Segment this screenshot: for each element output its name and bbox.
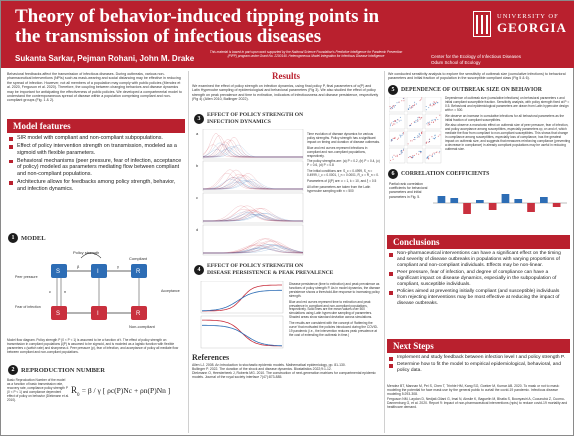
column-divider (384, 71, 385, 433)
fig5-scatter-point (401, 100, 402, 101)
fig5-scatter-point (430, 104, 431, 105)
results-heading: Results (271, 71, 300, 81)
fig5-scatter-point (428, 123, 429, 124)
model-features-heading: Model features (7, 119, 185, 133)
fig5-scatter-point (401, 120, 402, 121)
conclusion-item: Non-pharmaceutical interventions can have a significant effect on the timing and severity of disease outbreaks in populations with varying proportions of compliant and non-compliant individuals. Effects may be non-linear. (389, 251, 569, 269)
section-number: 1 (8, 233, 18, 243)
r0-equation (71, 385, 185, 415)
fig5-scatter-point (439, 152, 440, 153)
policy-label: Policy strength (73, 250, 100, 255)
fig6-bar (514, 199, 522, 203)
fig3-panel-label: c (196, 195, 198, 200)
fig5-scatter-point (420, 99, 421, 100)
fig5-scatter-point (391, 139, 392, 140)
fig5-scatter-point (429, 155, 430, 156)
references-continued (387, 384, 570, 410)
model-caption: Model flow diagram. Policy strength P (0 < P < 1) is assumed to be a function of t. The effect of policy strength on transmission in compliant populations β(P) is assumed to be sigmoid, and is modeled as a logistic function with flexible parameters c (switch rate) and sharpness d. Peer pressure (p), fear of infection, and acceptance of policy all mediate flow between compliant and non-compliant populations. (7, 338, 179, 354)
fig5-scatter-point (411, 107, 412, 108)
fig3-panel (203, 129, 303, 159)
reference-item: Diekmann O, Heesterbeek J, Roberts MG. 2010. The construction of next-generation matrices for compartmental epidemic models. Journal of the royal society interface 7(47):873-885. (192, 371, 376, 380)
fig5-scatter-point (426, 106, 427, 107)
fig5-scatter-point (429, 139, 430, 140)
fig5-scatter-point (435, 120, 436, 121)
fig5-scatter-point (413, 139, 414, 140)
i-label: I (97, 269, 99, 275)
fig6-bar (489, 203, 497, 210)
arch-icon (473, 11, 491, 37)
title-line-1: Theory of behavior-induced tipping points in (15, 6, 380, 27)
fig5-scatter-point (421, 133, 422, 134)
fig5-scatter-point (392, 125, 393, 126)
c-label: c (49, 289, 51, 294)
fig5-scatter-point (397, 139, 398, 140)
fig6-bar (527, 203, 535, 212)
fig5-scatter-point (433, 104, 434, 105)
fig5-scatter-point (397, 156, 398, 157)
fig5-text (445, 97, 571, 152)
fig3-infection-panels (195, 129, 305, 257)
model-subheading (8, 233, 46, 243)
fig5-scatter-point (428, 142, 429, 143)
fig5-scatter-point (414, 137, 415, 138)
fig5-scatter-point (412, 155, 413, 156)
fig5-scatter-point (434, 138, 435, 139)
fig5-scatter-point (410, 125, 411, 126)
fig5-scatter-point (409, 107, 410, 108)
fig4-title (207, 263, 333, 276)
fig5-scatter-point (401, 151, 402, 152)
fig5-scatter-point (434, 119, 435, 120)
fig5-title: DEPENDENCE OF OUTBREAK SIZE ON BEHAVIOR (401, 87, 542, 93)
university-big: GEORGIA (497, 20, 567, 35)
fig5-scatter-point (439, 115, 440, 116)
model-title: MODEL (21, 234, 46, 242)
fig5-scatter-point (394, 155, 395, 156)
fig5-scatter-point (426, 109, 427, 110)
i-label: I (97, 311, 99, 317)
fig5-scatter-point (426, 142, 427, 143)
fig5-scatter-point (416, 104, 417, 105)
fig5-scatter-point (434, 104, 435, 105)
fear-label: Fear of infection (15, 305, 41, 309)
section-number: 5 (388, 85, 398, 95)
university-small: UNIVERSITY OF (497, 13, 559, 20)
fig5-scatter-point (400, 135, 401, 136)
fig5-scatter-point (397, 102, 398, 103)
fig5-scatter-point (408, 157, 409, 158)
fig5-scatter-point (413, 105, 414, 106)
center-line-1: Center for the Ecology of Infectious Diseases (431, 54, 522, 59)
next-steps-heading: Next Steps (387, 339, 570, 353)
fig5-scatter-point (429, 122, 430, 123)
fig5-scatter-point (432, 156, 433, 157)
fig5-scatter-point (415, 122, 416, 123)
fig5-scatter-point (419, 134, 420, 135)
fig3-note: Blue and red curves represent infections in compliant and non-compliant populations, respectively. (307, 145, 368, 158)
fig3-panel-label: d (196, 227, 199, 232)
fig5-scatter-point (421, 132, 422, 133)
reference-item: Allen LJ. 2008. An introduction to stochastic epidemic models. Mathematical epidemiology, pp. 81-130. (192, 363, 346, 367)
fig4-title-line-2: DISEASE PERSISTENCE & PEAK PREVALENCE (207, 269, 334, 276)
fig5-scatter-point (399, 102, 400, 103)
fig5-scatter-point (410, 156, 411, 157)
authors: Sukanta Sarkar, Pejman Rohani, John M. Drake (15, 54, 195, 63)
fig5-scatter-point (397, 119, 398, 120)
fig5-scatter-point (392, 108, 393, 109)
fig5-scatter-point (394, 124, 395, 125)
fig5-scatter-point (416, 153, 417, 154)
fig5-scatter-point (414, 139, 415, 140)
fig3-note: The initial conditions are: S_c = 0.4999, S_n = 0.4999, I_c = 0.0001, I_n = 0.0001, R_c = R_n = 0. (307, 169, 379, 178)
fig6-bar (553, 203, 561, 207)
fig6-title: CORRELATION COEFFICIENTS (401, 171, 490, 177)
fig5-scatter-point (432, 154, 433, 155)
fig3-panel-label: b (196, 163, 199, 168)
fig5-scatter-point (401, 150, 402, 151)
fig5-scatter-point (417, 137, 418, 138)
fig6-bar (476, 200, 484, 203)
next-step-item: Determine how to fit the model to empirical epidemiological, behavioral, and policy data. (389, 362, 569, 374)
fig5-scatter-point (426, 143, 427, 144)
fig5-scatter-point (420, 119, 421, 120)
fig5-scatter-point (416, 120, 417, 121)
fig5-scatter-point (402, 135, 403, 136)
fig5-scatter-point (436, 152, 437, 153)
fig5-scatter-point (395, 156, 396, 157)
fig5-scatter-point (391, 141, 392, 142)
fig5-scatter-point (393, 159, 394, 160)
results-intro: We examined the effect of policy strength on infection dynamics, using final policy P, final parameters of α(P) and Latin Hypercube sampling of epidemiological and behavioral parameters (Fig 3). We also studied the effect of policy strength on peak prevalence and time to extinction, indicators of infectiousness and disease persistence, respectively (Fig 4) (Allen 2010, Ballinger 2022). (192, 84, 379, 102)
fig5-scatter-point (395, 137, 396, 138)
fig6-caption: Partial rank correlation coefficients for behavioral parameters and initial parameters in Fig. 5. (389, 182, 428, 199)
i-compliant-box (91, 264, 107, 278)
fig3-subheading (194, 112, 364, 125)
r-label: R (136, 269, 141, 275)
section-number: 4 (194, 265, 204, 275)
fig4-panel (201, 281, 283, 313)
fig5-scatter-panel (425, 114, 441, 129)
fig5-scatter-point (400, 137, 401, 138)
fig5-scatter-point (403, 132, 404, 133)
n-label: n (64, 289, 67, 294)
next-steps-list (389, 355, 569, 376)
fig5-scatter-point (392, 157, 393, 158)
conclusion-item: Policies aimed at preventing initially compliant (and susceptible) individuals from rejecting interventions may be most effective at reducing the impact of disease outbreaks. (389, 289, 569, 307)
fig5-scatter-point (399, 135, 400, 136)
fig4-panel (201, 316, 283, 348)
reference-item: Ferguson NM, Laydon D, Nedjati-Gilani G, Imai N, Ainslie K, Baguelin M, Bhatia S, Boonyasiri A, Cucunubá Z, Cuomo-Dannenburg G, et al. 2020. Report 9: Impact of non-pharmaceutical interventions (npis) to reduce covid-19 mortality and healthcare demand. (387, 397, 568, 410)
fig5-scatter-point (420, 100, 421, 101)
poster-header (1, 1, 574, 68)
conclusions-heading: Conclusions (387, 235, 570, 249)
fig5-scatter-point (427, 158, 428, 159)
fig3-title (207, 112, 303, 125)
fig5-scatter-point (433, 103, 434, 104)
fig5-scatter-point (437, 119, 438, 120)
gamma-label: γ (117, 264, 119, 269)
fig5-scatter-point (430, 105, 431, 106)
fig5-scatter-point (419, 117, 420, 118)
fig5-scatter-point (403, 150, 404, 151)
fig5-scatter-point (436, 102, 437, 103)
noncompliant-label: Non-compliant (129, 324, 155, 329)
fig5-scatter-point (397, 122, 398, 123)
fig6-bar (438, 196, 446, 203)
fig5-scatter-point (408, 108, 409, 109)
fig5-scatter-point (391, 107, 392, 108)
fig5-scatter-point (395, 105, 396, 106)
fig5-scatter-point (400, 117, 401, 118)
r0-title: REPRODUCTION NUMBER (21, 366, 105, 374)
title-line-2: the transmission of infectious diseases (15, 26, 322, 47)
model-feature-item: Architecture allows for feedbacks among policy strength, behavior, and infection dynamics. (9, 179, 184, 192)
fig5-paragraph: We observe an increase in cumulative infections for all behavioral parameters as the initial fraction of compliant susceptibles. (445, 113, 565, 122)
fig5-scatter-point (412, 107, 413, 108)
fig5-scatter-point (403, 100, 404, 101)
fig5-scatter-point (392, 107, 393, 108)
fig5-scatter-point (429, 124, 430, 125)
fig5-scatter-panel (425, 148, 441, 163)
fig5-scatter-point (421, 98, 422, 99)
fig3-note: Time evolution of disease dynamics for various policy strengths. Policy strength has a significant impact on timing and duration of disease outbreaks. (307, 132, 381, 144)
fig5-scatter-point (394, 107, 395, 108)
model-feature-item: SIR model with compliant and non-compliant subpopulations. (9, 135, 184, 142)
section-number: 6 (388, 169, 398, 179)
fig5-scatter-point (411, 123, 412, 124)
fig4-notes (289, 283, 381, 338)
fig5-scatter-point (440, 134, 441, 135)
peer-label: Peer pressure (15, 275, 38, 279)
fig6-subheading (388, 169, 489, 179)
model-flow-diagram (11, 246, 185, 336)
fig5-scatter-point (393, 121, 394, 122)
center-affiliation (431, 54, 571, 65)
fig5-scatter-point (393, 138, 394, 139)
fig5-scatter-panel (425, 97, 441, 112)
fig4-subheading (194, 263, 379, 276)
fig5-scatter-point (419, 151, 420, 152)
fig5-scatter-point (395, 121, 396, 122)
r0-formula: = β / γ [ ρc(P)Nc + ρn(P)Nn ] (81, 386, 171, 395)
fig5-scatter-point (398, 138, 399, 139)
fig3-note: All other parameters are taken from the Latin hypercube sampling with n = 500 (307, 184, 371, 193)
fig5-scatter-point (417, 119, 418, 120)
fig4-persistence-plots (195, 281, 285, 351)
fig5-scatter-point (434, 153, 435, 154)
fig5-scatter-point (403, 149, 404, 150)
model-feature-item: Effect of policy intervention strength on transmission, modeled as a sigmoid with flexible parameters. (9, 143, 184, 156)
fig3-title-line-2: INFECTION DYNAMICS (207, 118, 271, 125)
fig5-paragraph: We also observe a monotonic effect on outbreak size of peer pressure, fear of infection, and policy acceptance among susceptibles, especially parameters εp, εn and εf, which mediate the flow from compliant to non-compliant susceptibles. This shows that change in compliance among susceptibles, especially loss of compliance, has the greatest impact on outbreak size, and suggests that measures reinforcing compliance (preventing a decrease in compliance) in already compliant populations may be useful in reducing outbreak size. (445, 123, 571, 151)
fig5-scatter-grid (389, 97, 443, 167)
fig5-scatter-point (394, 138, 395, 139)
beta-label: β (77, 264, 80, 269)
conclusion-item: Peer pressure, fear of infection, and degree of compliance can have a significant impact on disease dynamics, especially in the subpopulation of compliant, susceptible individuals. (389, 270, 569, 288)
fig5-scatter-panel (407, 131, 423, 146)
fig3-note: The policy strengths are: (a) P = 0.2, (b) P = 0.4, (c) P = 0.6, (d) P = 0.8 (307, 159, 380, 168)
fig5-scatter-point (421, 151, 422, 152)
fig5-scatter-point (413, 156, 414, 157)
fig5-scatter-point (428, 122, 429, 123)
reference-item: Mendez BT, Mannan M, Pei S, Chen T, Trinhle HM, Kang SG, Goeker M, Kumar AB. 2020. To mask or not to mask: modeling the potential for face mask use by the general public to curtail the covid-19 pandemic. Infectious disease modeling 5:293-308. (387, 384, 560, 397)
fig5-scatter-point (408, 109, 409, 110)
fig3-panel (203, 193, 303, 223)
fig5-scatter-point (411, 106, 412, 107)
fig5-scatter-point (414, 104, 415, 105)
r0-subheading (8, 365, 105, 375)
fig5-scatter-point (433, 122, 434, 123)
fig3-note: Parameters of β(P) are: c = 1, k = 10, and ξ = 0.5 (307, 179, 377, 184)
fig6-bar (540, 197, 548, 203)
section-number: 3 (194, 114, 204, 124)
fig5-scatter-point (419, 137, 420, 138)
fig5-scatter-point (402, 133, 403, 134)
fig5-scatter-point (428, 125, 429, 126)
fig5-scatter-point (390, 160, 391, 161)
r0-subscript: 0 (77, 392, 80, 398)
fig5-scatter-point (399, 154, 400, 155)
fig5-scatter-point (434, 101, 435, 102)
fig5-scatter-point (436, 117, 437, 118)
fig5-scatter-point (417, 135, 418, 136)
fig5-scatter-point (429, 141, 430, 142)
model-features-list (9, 135, 184, 194)
fig5-scatter-panel (389, 114, 405, 129)
fig5-scatter-point (401, 153, 402, 154)
compliant-label: Compliant (129, 256, 148, 261)
fig6-bar (463, 203, 471, 214)
fig5-scatter-point (432, 105, 433, 106)
fig5-scatter-point (397, 155, 398, 156)
fig5-scatter-point (426, 123, 427, 124)
fig5-scatter-point (418, 154, 419, 155)
fig5-scatter-point (435, 119, 436, 120)
i-noncompliant-box (91, 306, 107, 320)
fig5-scatter-point (437, 102, 438, 103)
s-label: S (56, 311, 61, 317)
fig3-panel (203, 161, 303, 191)
fig5-scatter-point (434, 135, 435, 136)
fig5-scatter-point (432, 120, 433, 121)
r-label: R (136, 311, 141, 317)
fig4-note: Disease persistence (time to extinction) and peak prevalence as functions of policy strength P. As in model dynamics, the disease persistence shows a threshold-like response to increasing policy strength. (289, 282, 381, 298)
fig5-scatter-point (420, 135, 421, 136)
fig5-scatter-point (433, 138, 434, 139)
column-divider (188, 71, 189, 433)
fig6-bar (502, 194, 510, 203)
fig5-scatter-point (412, 140, 413, 141)
fig5-scatter-panel (407, 148, 423, 163)
fig5-paragraph: Dependence of outbreak size (cumulative infections) on behavioral parameters ε and initial compliant susceptible fraction. Sensitivity analysis, with policy strength fixed at P = 0.5. Behavioral and epidemiological parameters are drawn from Latin hypercube design with n = 500. (445, 96, 570, 112)
fig5-scatter-point (390, 125, 391, 126)
fig5-scatter-point (428, 107, 429, 108)
r0-caption: Basic Reproduction Number of the model as a function of basic transmission rate, recovery rate, compliance policy strength P (0 < P < 1) and compliance dependent effect of policy on behavior (Diekmann et al. 2010). (7, 378, 69, 402)
fig5-scatter-point (414, 155, 415, 156)
fig5-scatter-point (431, 122, 432, 123)
fig5-scatter-point (391, 108, 392, 109)
fig5-scatter-point (435, 137, 436, 138)
fig5-scatter-point (434, 102, 435, 103)
fig4-note: Blue and red curves represent time to extinction and peak prevalence in compliant and non-compliant populations, respectively. Solid lines are the mean values over 500 simulations using Latin hypercube sampling of parameters. Shaded areas show standard deviation across simulations. (289, 299, 373, 320)
center-line-2: Odum School of Ecology (431, 59, 481, 65)
fig5-scatter-point (431, 136, 432, 137)
sensitivity-intro: We conducted sensitivity analysis to explore the sensitivity of outbreak size (cumulative infections) to behavioral parameters and initial fraction of population in the susceptible compliant class (Fig 5 & 6). (388, 72, 566, 81)
poster-title (15, 7, 435, 47)
fig5-scatter-point (428, 158, 429, 159)
fig3-panel-label: a (196, 131, 199, 136)
accept-label: Acceptance (161, 289, 180, 293)
s-label: S (56, 269, 61, 275)
fig5-scatter-point (414, 122, 415, 123)
fig5-scatter-point (435, 103, 436, 104)
fig5-scatter-point (417, 117, 418, 118)
fig3-title-line-1: EFFECT OF POLICY STRENGTH ON (207, 112, 304, 118)
fig5-scatter-point (419, 133, 420, 134)
fig5-scatter-point (439, 151, 440, 152)
fig5-scatter-point (390, 106, 391, 107)
fig5-scatter-point (428, 158, 429, 159)
uga-logo (473, 9, 569, 49)
fig4-title-line-1: EFFECT OF POLICY STRENGTH ON (207, 263, 304, 269)
fig5-scatter-point (394, 121, 395, 122)
fig5-scatter-point (409, 105, 410, 106)
fig5-scatter-panel (407, 114, 423, 129)
fig5-scatter-point (390, 124, 391, 125)
fig6-bar (450, 198, 458, 203)
fig5-scatter-point (403, 98, 404, 99)
fig5-scatter-point (391, 123, 392, 124)
fig6-bar-chart (431, 181, 569, 227)
fig5-scatter-point (438, 136, 439, 137)
fig5-scatter-point (421, 118, 422, 119)
fig5-scatter-point (410, 140, 411, 141)
fig5-scatter-point (420, 151, 421, 152)
fig5-scatter-point (393, 124, 394, 125)
model-feature-item: Behavioral mechanisms (peer pressure, fear of infection, acceptance of policy) modeled as parameters mediating flow between compliant and non-compliant populations. (9, 158, 184, 178)
fig5-subheading (388, 85, 542, 95)
fig5-scatter-point (434, 154, 435, 155)
fig5-scatter-point (402, 152, 403, 153)
reference-item: Bullinger P. 2022. The duration of the shock and disease dynamics. Biostatistics 2022;9:1-12. (192, 367, 332, 372)
intro-text: Behavioral feedbacks affect the transmission of infectious diseases. During outbreaks, various non-pharmaceutical interventions (NPIs) such as mask-wearing and social distancing may be effective in reducing the spread of infection. However, not all members of a population may comply with public policies (Mendez et al. 2020, Ferguson et al. 2020). Therefore, the coupling between changing behaviors and disease dynamics may be important for anticipating the effectiveness of public policies. We developed a compartmental model to understand the contemporaneous spread of disease within a population comprising compliant and non-compliant groups (Fig. 1 & 2). (7, 72, 182, 103)
fig4-note: The results are consistent with the concept of 'flattening the curve' that motivated the policies introduced during the COVID-19 pandemic (i.e., the intervention reduces peak prevalence at the cost of extending the outbreak in time.) (289, 321, 379, 337)
fig5-scatter-point (417, 120, 418, 121)
next-step-item: Implement and study feedback between infection level I and policy strength P. (389, 355, 569, 361)
fig5-scatter-point (408, 143, 409, 144)
fig5-scatter-point (399, 121, 400, 122)
fig5-scatter-point (414, 102, 415, 103)
fig3-notes (307, 133, 381, 194)
fig5-scatter-panel (389, 97, 405, 112)
references-list (192, 363, 382, 379)
references-heading: References (192, 353, 230, 362)
conclusions-list (389, 251, 569, 309)
funding-note: This material is based in part upon work supported by the National Science Foundation's Predictive Intelligence for Pandemic Prevention (PIPP) program under Grant No. 2200140. Heterogeneous Model Integration for Infectious Disease Intelligence (209, 50, 403, 58)
section-number: 2 (8, 365, 18, 375)
fig5-scatter-point (394, 105, 395, 106)
r0-symbol: R (71, 385, 78, 395)
fig5-scatter-point (411, 157, 412, 158)
